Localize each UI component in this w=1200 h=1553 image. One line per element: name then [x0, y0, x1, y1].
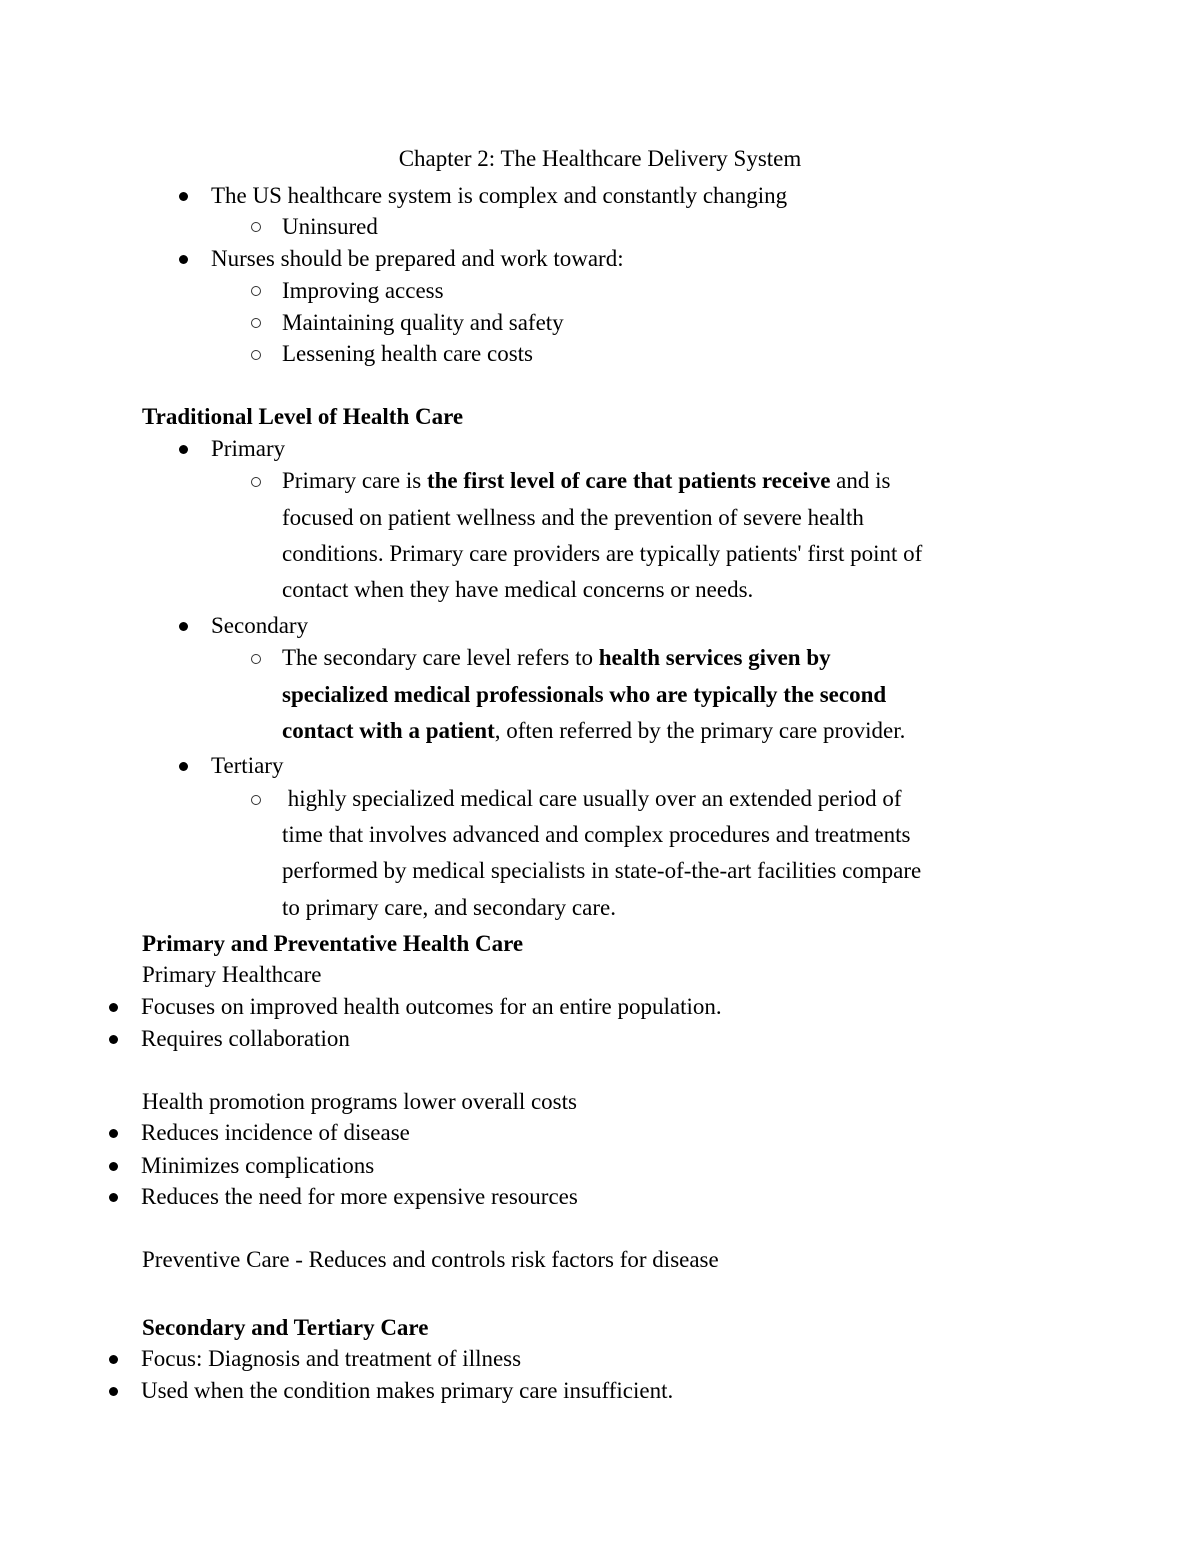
bullet-icon: [109, 1193, 118, 1202]
primary-text-line-3: conditions. Primary care providers are typically patients' first point of: [282, 541, 923, 566]
circle-bullet-icon: [251, 477, 261, 487]
preventative-bullet-2: Requires collaboration: [141, 1026, 350, 1051]
tertiary-text-line-3: performed by medical specialists in state-of-the-art facilities compare: [282, 858, 922, 883]
intro-sub-3: Maintaining quality and safety: [282, 310, 564, 335]
tertiary-text-line-2: time that involves advanced and complex procedures and treatments: [282, 822, 911, 847]
section-heading-preventative: Primary and Preventative Health Care: [142, 931, 524, 956]
secondary-text-line-1: The secondary care level refers to health services given by: [282, 645, 831, 670]
bullet-icon: [109, 1162, 118, 1171]
bullet-icon: [109, 1129, 118, 1138]
bullet-icon: [179, 445, 188, 454]
circle-bullet-icon: [251, 795, 261, 805]
intro-sub-4: Lessening health care costs: [282, 341, 533, 366]
secondary-text-line-3: contact with a patient, often referred by the primary care provider.: [282, 718, 906, 743]
bullet-icon: [179, 255, 188, 264]
bullet-icon: [179, 622, 188, 631]
bullet-icon: [179, 762, 188, 771]
section-heading-traditional: Traditional Level of Health Care: [142, 404, 464, 429]
circle-bullet-icon: [251, 654, 261, 664]
promotion-bullet-3: Reduces the need for more expensive resources: [141, 1184, 578, 1209]
secondary-tertiary-bullet-2: Used when the condition makes primary care insufficient.: [141, 1378, 674, 1403]
circle-bullet-icon: [251, 350, 261, 360]
circle-bullet-icon: [251, 286, 261, 296]
intro-sub-2: Improving access: [282, 278, 444, 303]
tertiary-text-line-4: to primary care, and secondary care.: [282, 895, 616, 920]
bullet-icon: [109, 1035, 118, 1044]
promotion-bullet-2: Minimizes complications: [141, 1153, 375, 1178]
preventative-bullet-1: Focuses on improved health outcomes for an entire population.: [141, 994, 722, 1019]
intro-sub-1: Uninsured: [282, 214, 378, 239]
circle-bullet-icon: [251, 318, 261, 328]
primary-text-line-2: focused on patient wellness and the prevention of severe health: [282, 505, 864, 530]
tertiary-text-line-1: highly specialized medical care usually over an extended period of: [282, 786, 902, 811]
intro-bullet-1: The US healthcare system is complex and constantly changing: [211, 183, 788, 208]
primary-text-line-4: contact when they have medical concerns or needs.: [282, 577, 754, 602]
circle-bullet-icon: [251, 222, 261, 232]
bullet-icon: [109, 1003, 118, 1012]
bullet-icon: [109, 1387, 118, 1396]
bullet-icon: [179, 192, 188, 201]
secondary-tertiary-bullet-1: Focus: Diagnosis and treatment of illness: [141, 1346, 522, 1371]
preventive-care-text: Preventive Care - Reduces and controls risk factors for disease: [142, 1247, 719, 1272]
secondary-text-line-2: specialized medical professionals who are typically the second: [282, 682, 887, 707]
health-promotion-text: Health promotion programs lower overall costs: [142, 1089, 577, 1114]
subheading-primary-healthcare: Primary Healthcare: [142, 962, 322, 987]
intro-bullet-2: Nurses should be prepared and work toward:: [211, 246, 624, 271]
primary-label: Primary: [211, 436, 286, 461]
tertiary-label: Tertiary: [211, 753, 284, 778]
page-title: Chapter 2: The Healthcare Delivery System: [398, 146, 802, 171]
primary-text-line-1: Primary care is the first level of care that patients receive and is: [282, 468, 891, 493]
secondary-label: Secondary: [211, 613, 309, 638]
promotion-bullet-1: Reduces incidence of disease: [141, 1120, 410, 1145]
section-heading-secondary-tertiary: Secondary and Tertiary Care: [142, 1315, 429, 1340]
bullet-icon: [109, 1355, 118, 1364]
